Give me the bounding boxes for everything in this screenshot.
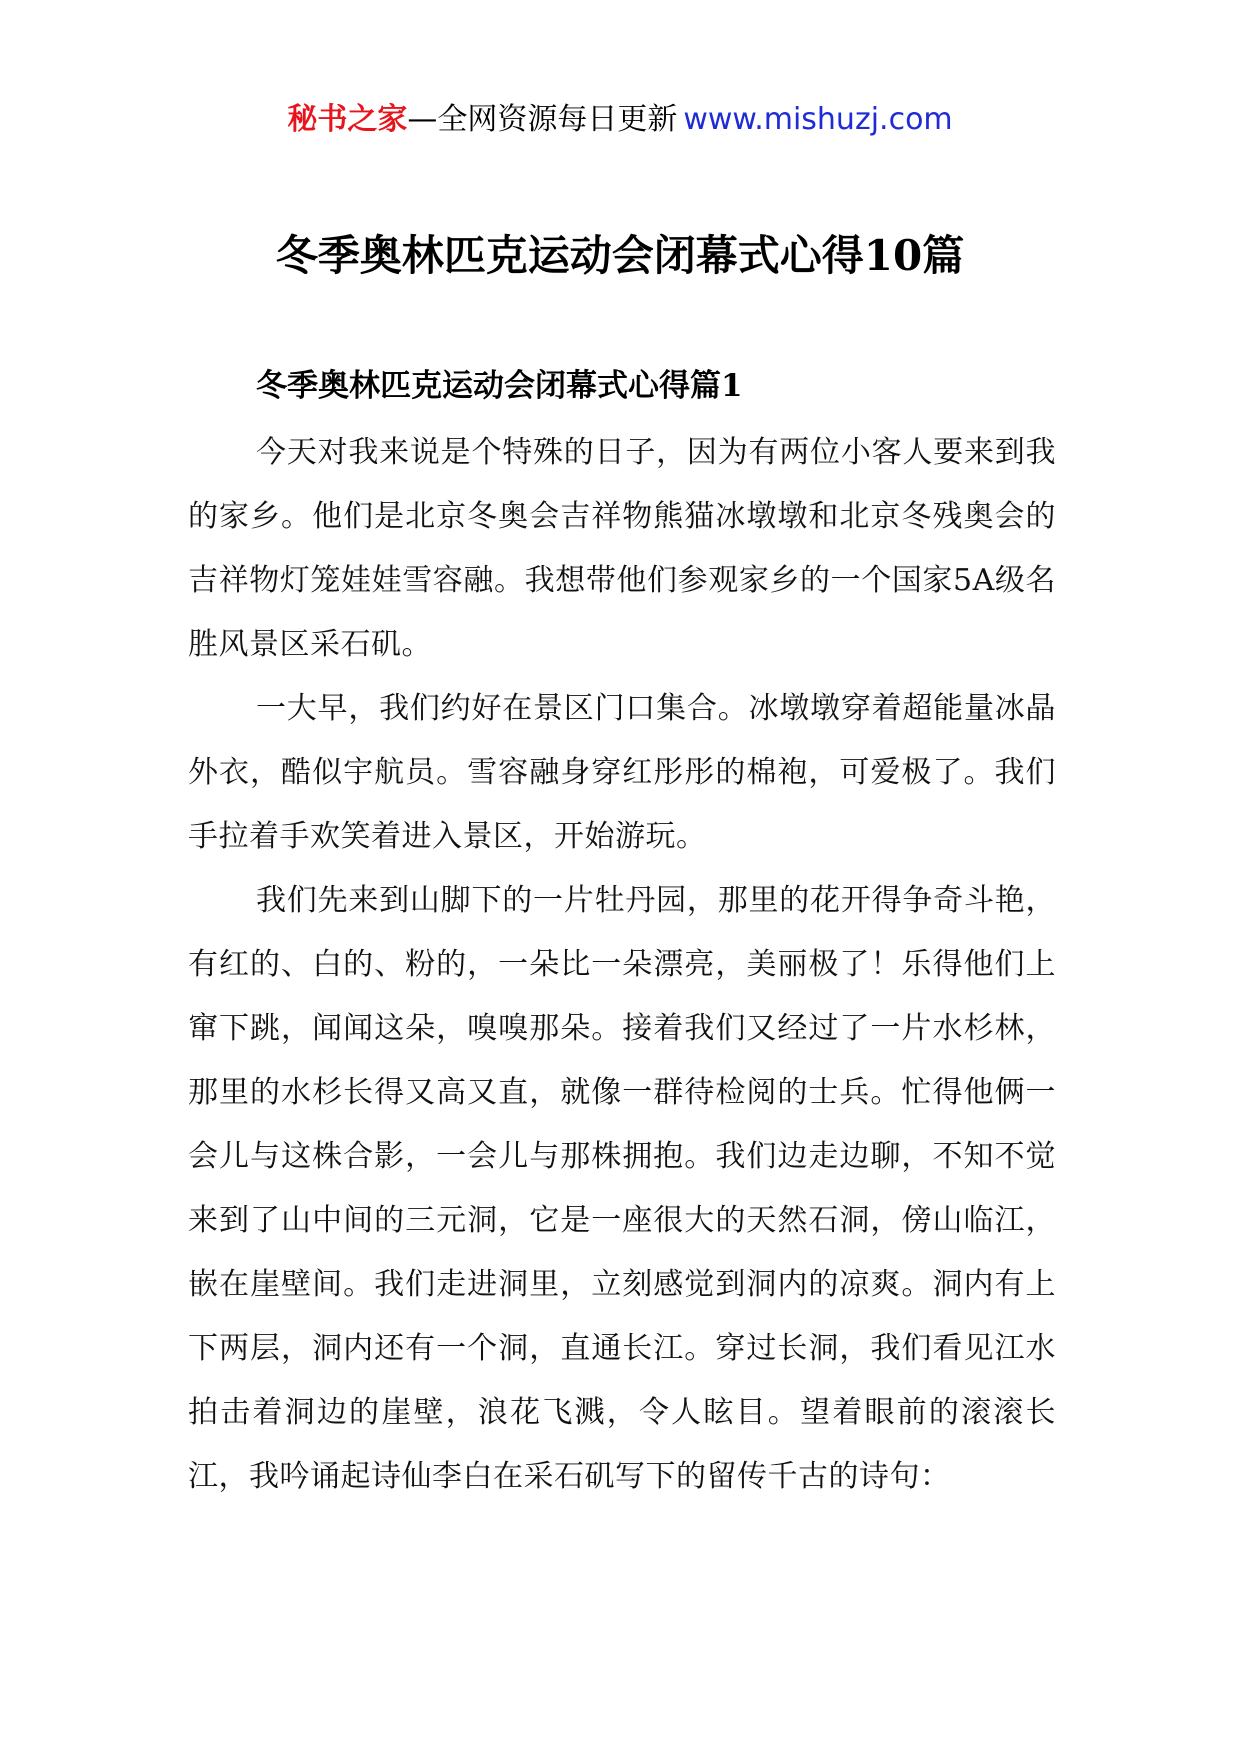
- paragraph-3: 我们先来到山脚下的一片牡丹园，那里的花开得争奇斗艳，有红的、白的、粉的，一朵比一朵漂亮，美丽极了！乐得他们上窜下跳，闻闻这朵，嗅嗅那朵。接着我们又经过了一片水杉林，那里的水杉长得又高又直，就像一群待检阅的士兵。忙得他俩一会儿与这株合影，一会儿与那株拥抱。我们边走边聊，不知不觉来到了山中间的三元洞，它是一座很大的天然石洞，傍山临江，嵌在崖壁间。我们走进洞里，立刻感觉到洞内的凉爽。洞内有上下两层，洞内还有一个洞，直通长江。穿过长洞，我们看见江水拍击着洞边的崖壁，浪花飞溅，令人眩目。望着眼前的滚滚长江，我吟诵起诗仙李白在采石矶写下的留传千古的诗句：: [188, 883, 1056, 1494]
- site-header: [0, 100, 1240, 140]
- site-slogan: —全网资源每日更新: [407, 102, 678, 137]
- document-title: 冬季奥林匹克运动会闭幕式心得10篇: [275, 231, 965, 280]
- site-brand: 秘书之家: [287, 102, 408, 137]
- paragraph-1: 今天对我来说是个特殊的日子，因为有两位小客人要来到我的家乡。他们是北京冬奥会吉祥物熊猫冰墩墩和北京冬残奥会的吉祥物灯笼娃娃雪容融。我想带他们参观家乡的一个国家5A级名胜风景区采石矶。: [188, 435, 1056, 662]
- site-url-link[interactable]: www.mishuzj.com: [683, 102, 953, 137]
- section-heading: 冬季奥林匹克运动会闭幕式心得篇1: [256, 368, 743, 404]
- paragraph-2: 一大早，我们约好在景区门口集合。冰墩墩穿着超能量冰晶外衣，酷似宇航员。雪容融身穿红彤彤的棉袍，可爱极了。我们手拉着手欢笑着进入景区，开始游玩。: [188, 691, 1056, 854]
- document-body: [188, 421, 1056, 1509]
